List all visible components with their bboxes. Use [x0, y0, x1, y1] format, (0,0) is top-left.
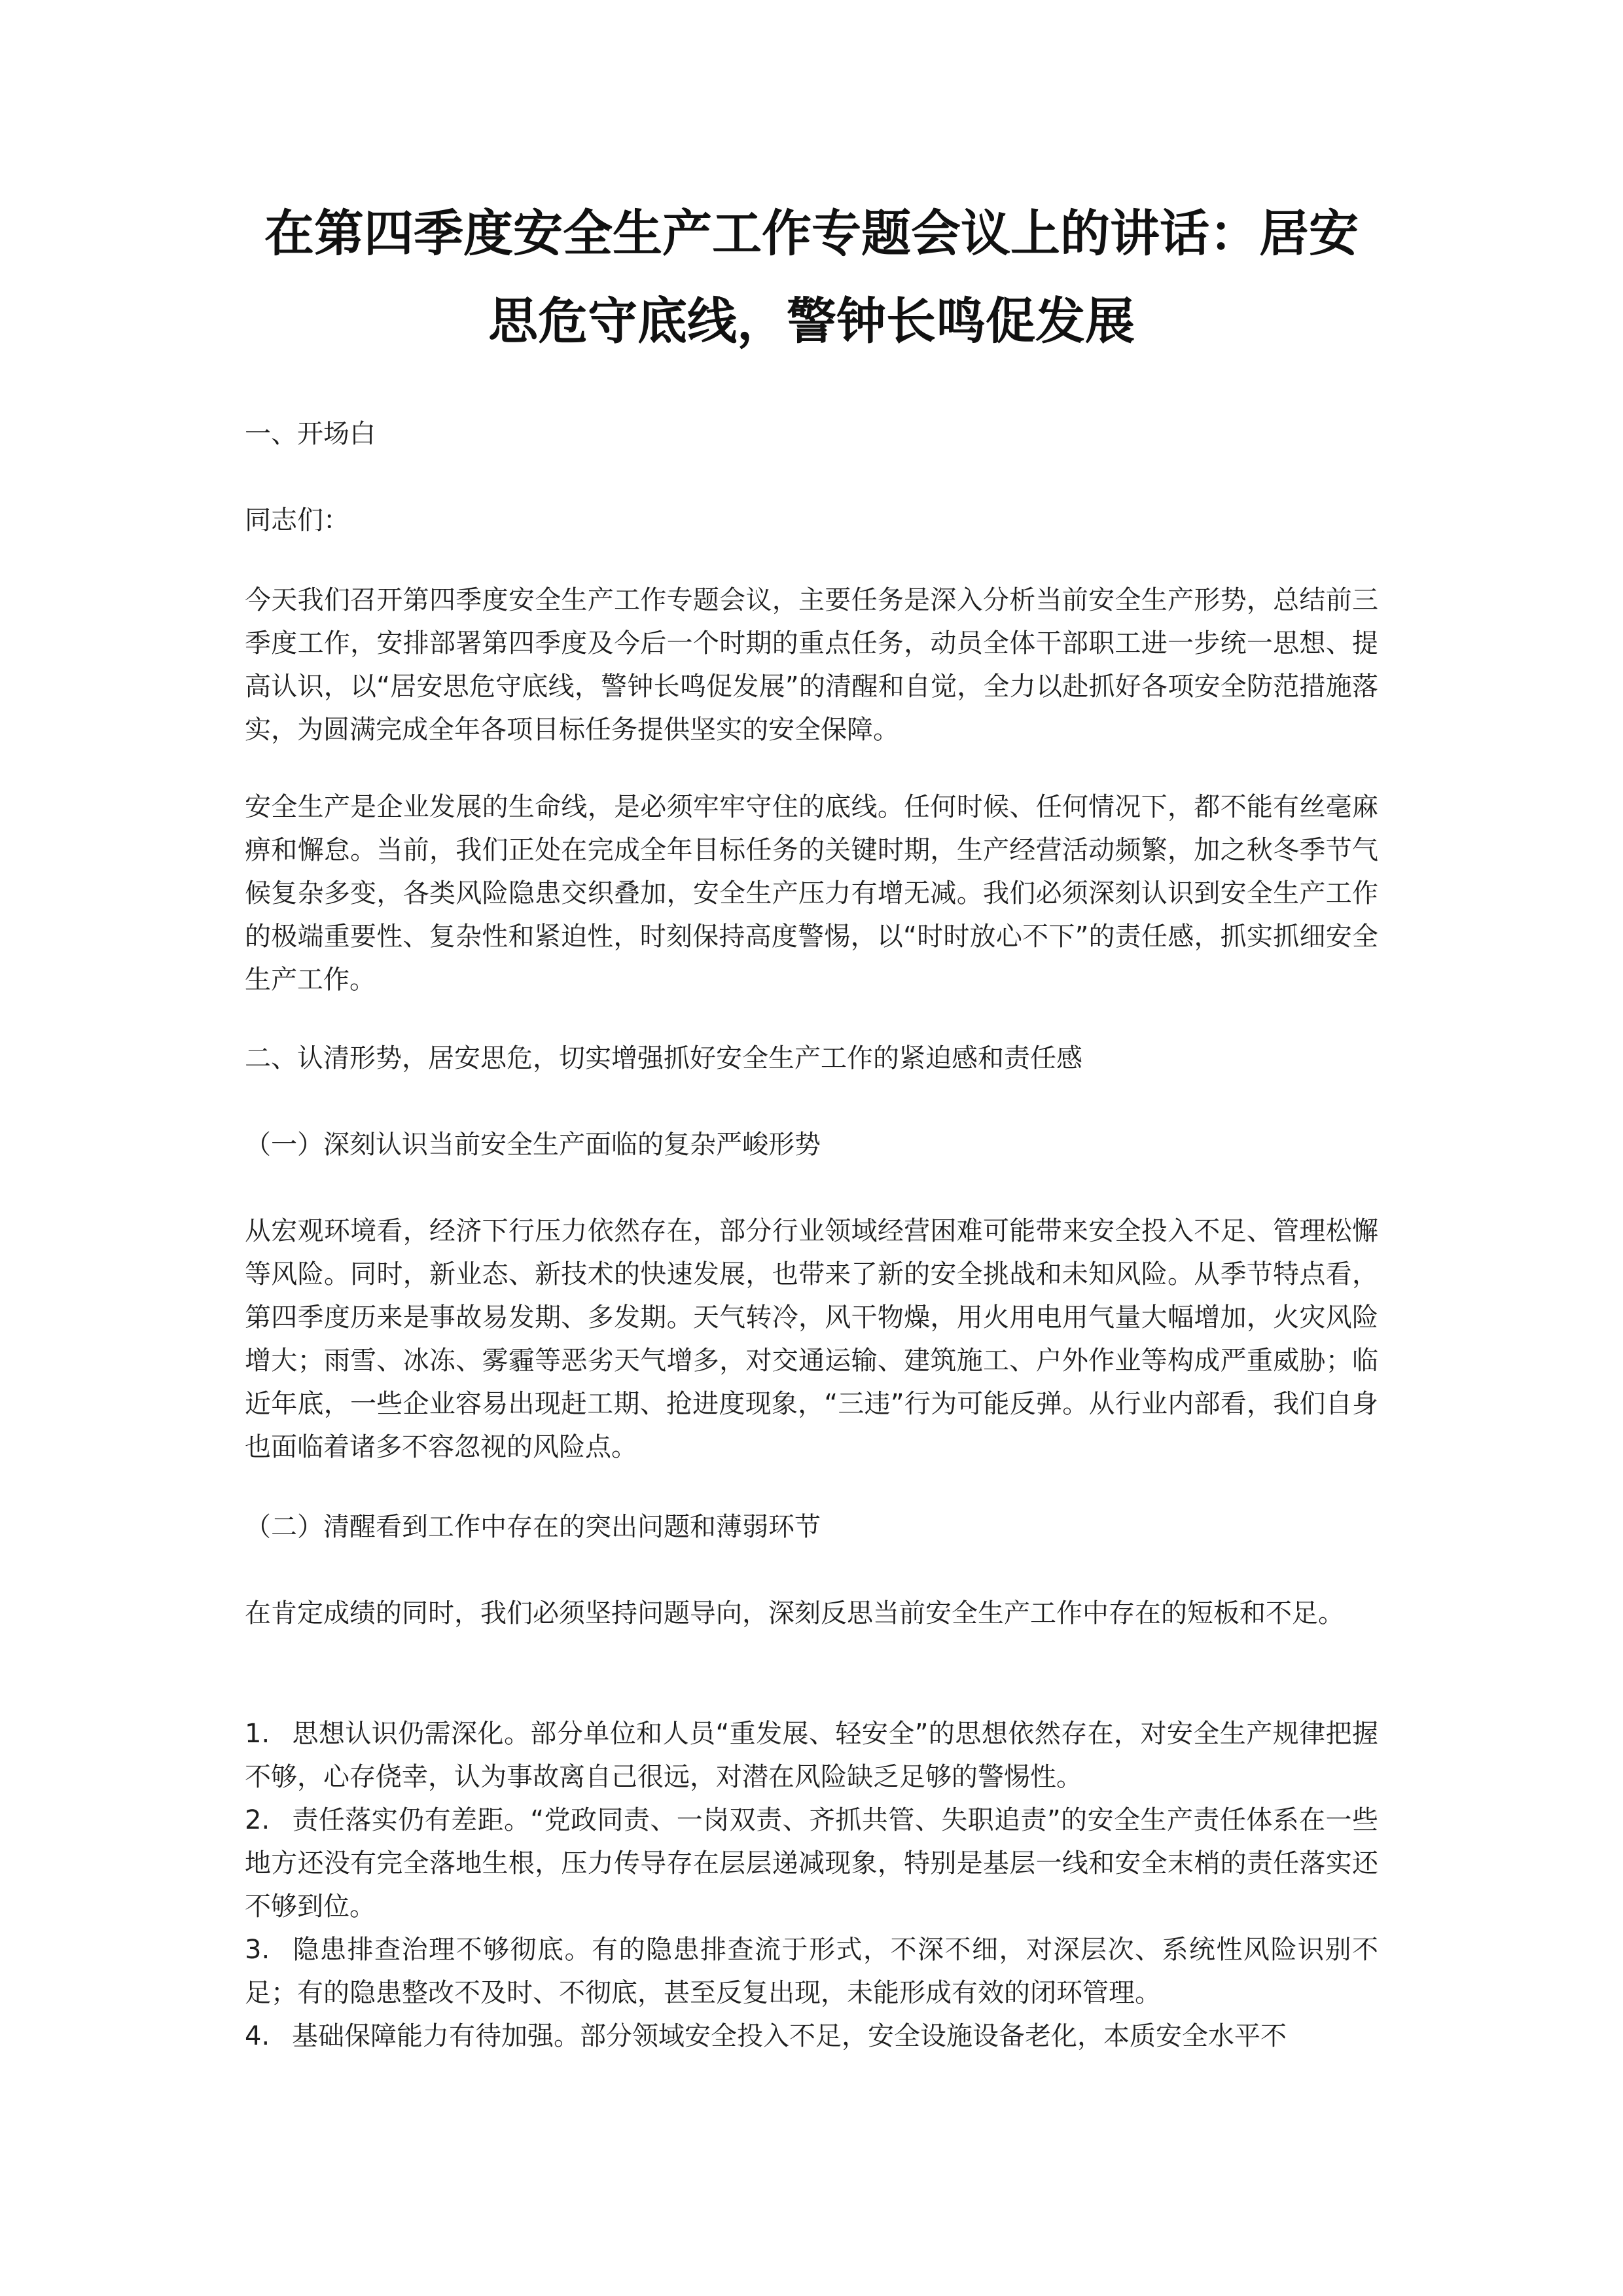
section-heading-situation: 二、认清形势，居安思危，切实增强抓好安全生产工作的紧迫感和责任感	[245, 1043, 1082, 1073]
list-item	[245, 1712, 1378, 1799]
problems-intro-paragraph: 在肯定成绩的同时，我们必须坚持问题导向，深刻反思当前安全生产工作中存在的短板和不足。	[245, 1598, 1344, 1628]
list-item	[245, 1799, 1378, 1928]
list-item-number: 1.	[245, 1719, 270, 1749]
intro-paragraph: 今天我们召开第四季度安全生产工作专题会议，主要任务是深入分析当前安全生产形势，总结前三季度工作，安排部署第四季度及今后一个时期的重点任务，动员全体干部职工进一步统一思想、提高认识，以“居安思危守底线，警钟长鸣促发展”的清醒和自觉，全力以赴抓好各项安全防范措施落实，为圆满完成全年各项目标任务提供坚实的安全保障。	[245, 585, 1378, 745]
list-item-number: 3.	[245, 1935, 270, 1965]
salutation: 同志们：	[245, 505, 349, 535]
list-item-text: 基础保障能力有待加强。部分领域安全投入不足，安全设施设备老化，本质安全水平不	[292, 2021, 1287, 2051]
list-item-text: 思想认识仍需深化。部分单位和人员“重发展、轻安全”的思想依然存在，对安全生产规律把握不够，心存侥幸，认为事故离自己很远，对潜在风险缺乏足够的警惕性。	[245, 1719, 1378, 1792]
document-title: 在第四季度安全生产工作专题会议上的讲话：居安思危守底线，警钟长鸣促发展	[264, 204, 1359, 350]
list-item-text: 隐患排查治理不够彻底。有的隐患排查流于形式，不深不细，对深层次、系统性风险识别不足；有的隐患整改不及时、不彻底，甚至反复出现，未能形成有效的闭环管理。	[245, 1935, 1378, 2008]
lifeline-paragraph: 安全生产是企业发展的生命线，是必须牢牢守住的底线。任何时候、任何情况下，都不能有丝毫麻痹和懈怠。当前，我们正处在完成全年目标任务的关键时期，生产经营活动频繁，加之秋冬季节气候复杂多变，各类风险隐患交织叠加，安全生产压力有增无减。我们必须深刻认识到安全生产工作的极端重要性、复杂性和紧迫性，时刻保持高度警惕，以“时时放心不下”的责任感，抓实抓细安全生产工作。	[245, 792, 1378, 995]
list-item	[245, 1928, 1378, 2015]
section-heading-opening: 一、开场白	[245, 419, 376, 449]
subheading-situation: （一）深刻认识当前安全生产面临的复杂严峻形势	[245, 1130, 821, 1160]
list-item-text: 责任落实仍有差距。“党政同责、一岗双责、齐抓共管、失职追责”的安全生产责任体系在一些地方还没有完全落地生根，压力传导存在层层递减现象，特别是基层一线和安全末梢的责任落实还不够到位。	[245, 1805, 1378, 1922]
list-item-number: 4.	[245, 2021, 270, 2051]
list-item-number: 2.	[245, 1805, 270, 1835]
situation-paragraph: 从宏观环境看，经济下行压力依然存在，部分行业领域经营困难可能带来安全投入不足、管理松懈等风险。同时，新业态、新技术的快速发展，也带来了新的安全挑战和未知风险。从季节特点看，第四季度历来是事故易发期、多发期。天气转冷，风干物燥，用火用电用气量大幅增加，火灾风险增大；雨雪、冰冻、雾霾等恶劣天气增多，对交通运输、建筑施工、户外作业等构成严重威胁；临近年底，一些企业容易出现赶工期、抢进度现象，“三违”行为可能反弹。从行业内部看，我们自身也面临着诸多不容忽视的风险点。	[245, 1216, 1378, 1462]
subheading-problems: （二）清醒看到工作中存在的突出问题和薄弱环节	[245, 1512, 821, 1542]
issues-list	[245, 1712, 1378, 2058]
list-item	[245, 2015, 1378, 2058]
